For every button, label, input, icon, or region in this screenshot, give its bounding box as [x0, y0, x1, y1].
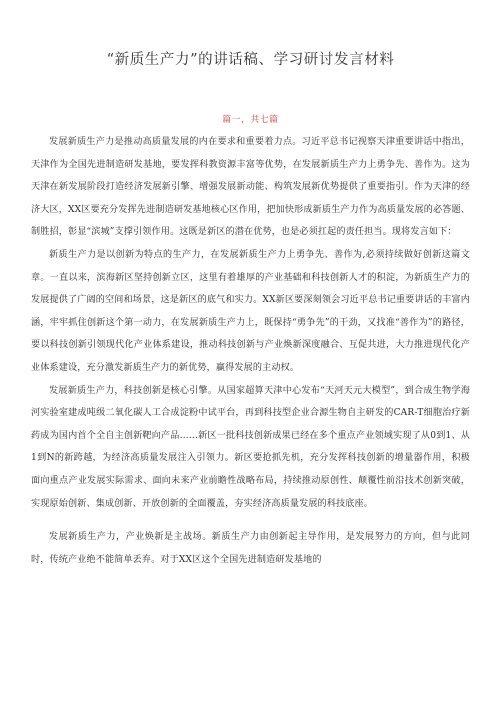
paragraph: 发展新质生产力，科技创新是核心引擎。从国家超算天津中心发布“天河天元大模型”，到合成生物学海河实验室建成吨级二氧化碳人工合成淀粉中试平台，再到科技型企业合源生物自主研发的CAR-T细胞治疗新药成为国内首个全自主创新靶向产品……新区一批科技创新成果已经在多个重点产业领域实现了从0到1、从1到N的新跨越，为经济高质量发展注入引领力。新区要抢抓先机，充分发挥科技创新的增量器作用，积极面向重点产业发展实际需求、面向未来产业前瞻性战略布局，持续推动原创性、颠覆性前沿技术创新突破，实现原始创新、集成创新、开放创新的全面覆盖，夯实经济高质量发展的科技底座。 [31, 385, 470, 509]
chapter-label: 篇一，共七篇 [222, 115, 279, 125]
paragraph: 发展新质生产力是推动高质量发展的内在要求和重要着力点。习近平总书记视察天津重要讲话中指出，天津作为全国先进制造研发基地，要发挥科教资源丰富等优势，在发展新质生产力上勇争先、善作为。这为天津在新发展阶段打造经济发展新引擎、增强发展新动能、构筑发展新优势提供了重要指引。作为天津的经济大区，XX区要充分发挥先进制造研发基地核心区作用，把加快形成新质生产力作为高质量发展的必答题、制胜招，彰显“滨城”支撑引领作用。这既是新区的潜在优势，也是必须扛起的责任担当。现将发言如下： [31, 137, 470, 238]
document-body [31, 131, 470, 571]
document-title: “新质生产力”的讲话稿、学习研讨发言材料 [106, 52, 395, 68]
paragraph: 发展新质生产力，产业焕新是主战场。新质生产力由创新起主导作用，是发展努力的方向，但与此同时，传统产业绝不能简单丢弃。对于XX区这个全国先进制造研发基地的 [31, 532, 470, 565]
paragraph: 新质生产力是以创新为特点的生产力，在发展新质生产力上勇争先、善作为,必须持续做好创新这篇文章。一直以来，滨海新区坚持创新立区，这里有着雄厚的产业基础和科技创新人才的积淀，为新质生产力的发展提供了广阔的空间和场景，这是新区的底气和实力。XX新区要深刻领会习近平总书记重要讲话的丰富内涵，牢牢抓住创新这个第一动力，在发展新质生产力上，既保持“勇争先”的干劲，又找准“善作为”的路径，要以科技创新引领现代化产业体系建设，推动科技创新与产业焕新深度融合、互促共进，大力推进现代化产业体系建设，充分激发新质生产力的新优势，赢得发展的主动权。 [31, 249, 470, 373]
